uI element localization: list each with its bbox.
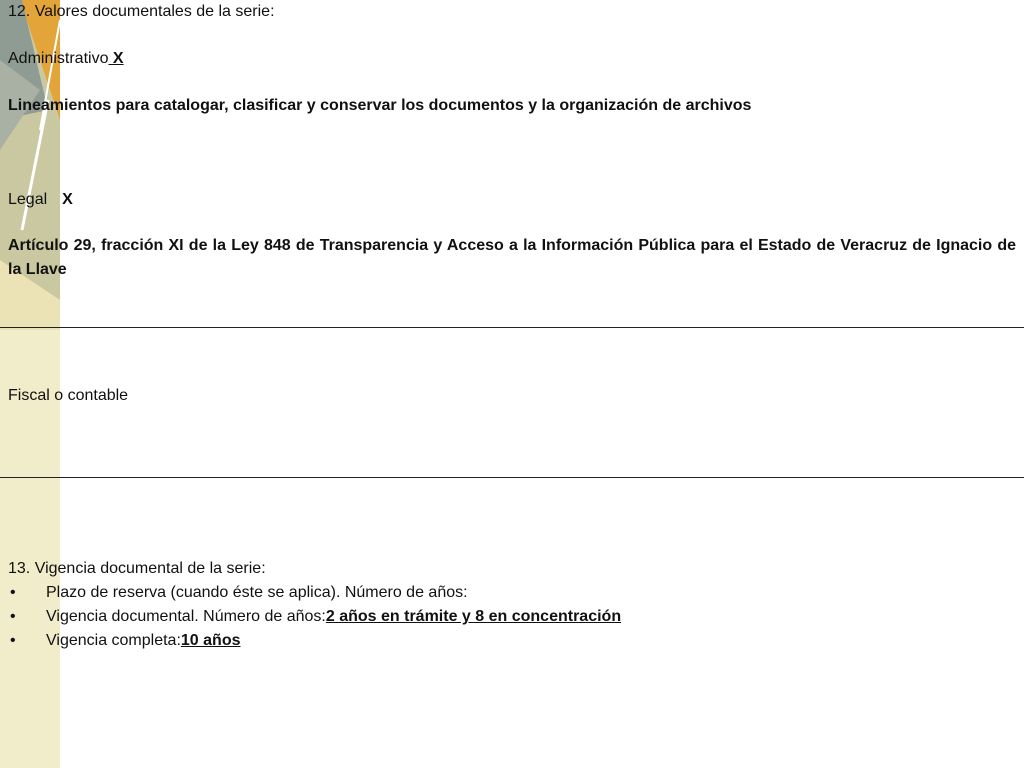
bullet-text: Vigencia completa: — [46, 632, 181, 649]
divider-bottom — [0, 477, 1024, 478]
section-12-heading: 12. Valores documentales de la serie: — [8, 3, 275, 20]
bullet-value: 10 años — [180, 632, 241, 649]
fiscal-label: Fiscal o contable — [8, 387, 129, 404]
bullet-text: Plazo de reserva (cuando éste se aplica). Número de años: — [46, 584, 468, 601]
legal-row — [8, 190, 73, 210]
section-13-heading: 13. Vigencia documental de la serie: — [8, 560, 266, 577]
legal-label: Legal — [8, 191, 48, 208]
list-item — [8, 631, 241, 651]
bullet-icon: • — [10, 632, 16, 649]
articulo-text: Artículo 29, fracción XI de la Ley 848 de Transparencia y Acceso a la Información Pública para el Estado de Veracruz de Ignacio de la Llave — [8, 237, 1016, 278]
administrativo-row — [8, 49, 124, 69]
administrativo-label: Administrativo — [8, 50, 109, 67]
legal-mark: X — [62, 191, 73, 208]
list-item — [8, 607, 621, 627]
bullet-text: Vigencia documental. Número de años: — [46, 608, 326, 625]
list-item — [8, 583, 468, 603]
administrativo-mark: X — [108, 50, 124, 67]
bullet-icon: • — [10, 584, 16, 601]
divider-top — [0, 327, 1024, 328]
lineamientos-text: Lineamientos para catalogar, clasificar y conservar los documentos y la organización de archivos — [8, 97, 752, 114]
bullet-value: 2 años en trámite y 8 en concentración — [325, 608, 622, 625]
bullet-icon: • — [10, 608, 16, 625]
